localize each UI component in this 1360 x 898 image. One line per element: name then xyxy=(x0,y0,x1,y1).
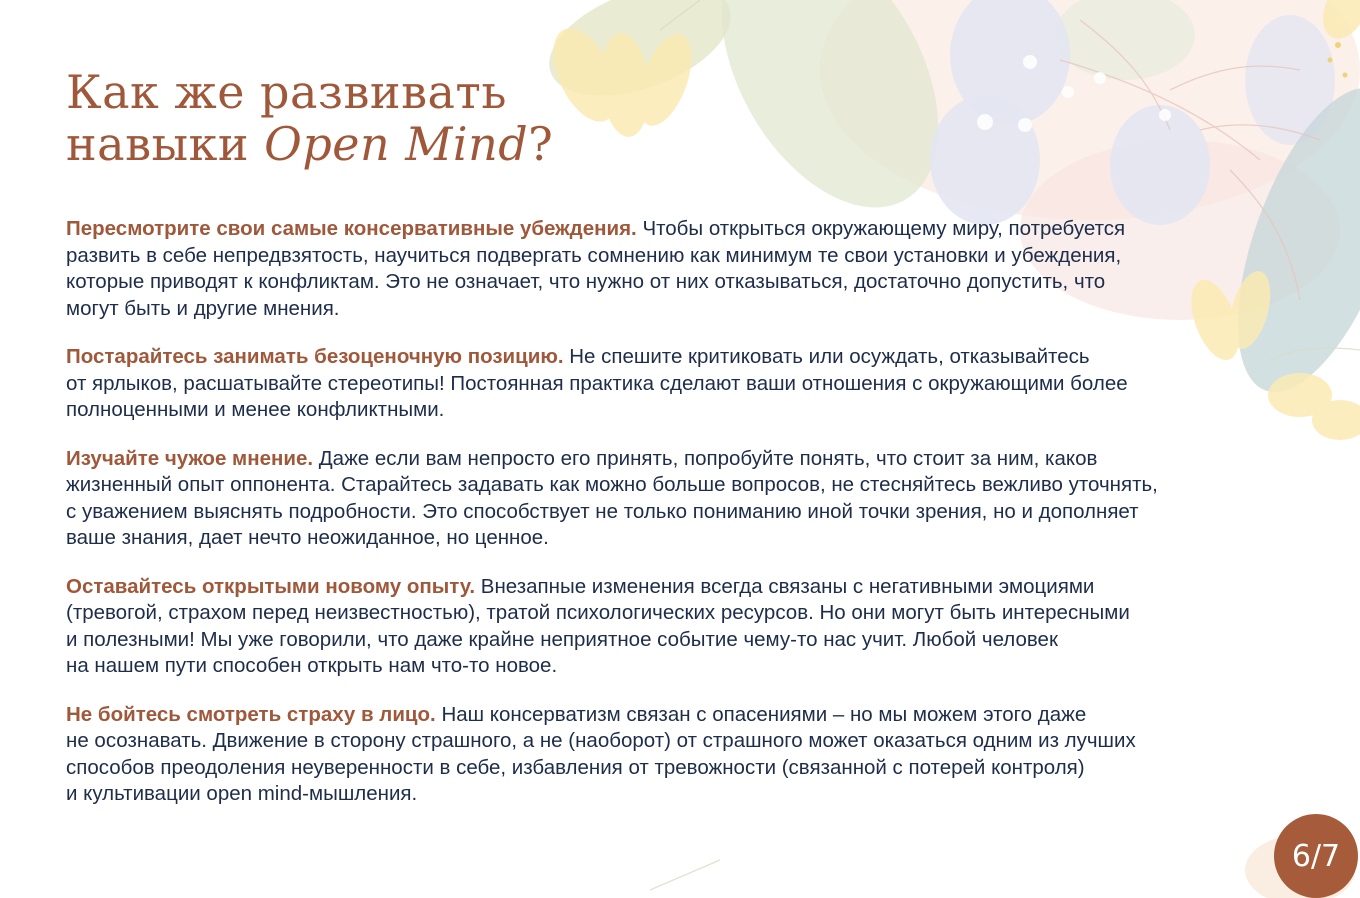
tip-text-line: Наш консерватизм связан с опасениями – но мы можем этого даже xyxy=(435,702,1087,726)
tip-text-line: развить в себе непредвзятость, научиться подвергать сомнению как минимум те свои установки и убеждения, xyxy=(66,243,1122,267)
tip-heading: Постарайтесь занимать безоценочную позицию. xyxy=(66,345,564,368)
tip-text-line: Даже если вам непросто его принять, попробуйте понять, что стоит за ним, каков xyxy=(313,446,1098,470)
tip-heading: Изучайте чужое мнение. xyxy=(66,446,314,470)
page-title xyxy=(66,66,553,170)
tip-heading: Не бойтесь смотреть страху в лицо. xyxy=(66,702,436,726)
tip-text-line: которые приводят к конфликтам. Это не означает, что нужно от них отказываться, достаточно допустить, что xyxy=(66,270,1106,293)
title-line-1: Как же развивать xyxy=(66,65,507,119)
tips-list xyxy=(66,216,1296,830)
tip-paragraph xyxy=(66,702,1296,808)
tip-text-line: и полезными! Мы уже говорили, что даже крайне неприятное событие чему-то нас учит. Любой человек xyxy=(66,627,1058,651)
tip-text-line: на нашем пути способен открыть нам что-то новое. xyxy=(66,654,558,677)
tip-paragraph xyxy=(66,574,1296,680)
page-number: 6/7 xyxy=(1291,838,1341,874)
title-line-2-prefix: навыки xyxy=(66,117,265,171)
tip-text-line: жизненный опыт оппонента. Старайтесь задавать как можно больше вопросов, не стесняйтесь вежливо уточнять, xyxy=(66,473,1158,496)
tip-text-line: полноценными и менее конфликтными. xyxy=(66,398,445,421)
tip-heading: Оставайтесь открытыми новому опыту. xyxy=(66,574,476,598)
tip-text-line: Не спешите критиковать или осуждать, отказывайтесь xyxy=(563,345,1090,368)
page-number-badge xyxy=(1274,814,1358,898)
tip-text-line: не осознавать. Движение в сторону страшного, а не (наоборот) от страшного может оказаться одним из лучших xyxy=(66,729,1136,752)
tip-text-line: и культивации open mind-мышления. xyxy=(66,782,418,805)
tip-paragraph xyxy=(66,446,1296,552)
tip-text-line: Внезапные изменения всегда связаны с негативными эмоциями xyxy=(475,574,1095,598)
tip-text-line: способов преодоления неуверенности в себе, избавления от тревожности (связанной с потерей контроля) xyxy=(66,755,1085,779)
tip-paragraph xyxy=(66,344,1296,424)
tip-text-line: ваше знания, дает нечто неожиданное, но ценное. xyxy=(66,526,549,549)
tip-text-line: могут быть и другие мнения. xyxy=(66,296,340,320)
tip-text-line: от ярлыков, расшатывайте стереотипы! Постоянная практика сделают ваши отношения с окружающими более xyxy=(66,371,1128,395)
title-line-2-suffix: ? xyxy=(528,117,554,171)
title-open-mind: Open Mind xyxy=(264,117,529,171)
tip-text-line: с уважением выяснять подробности. Это способствует не только пониманию иной точки зрения, но и дополняет xyxy=(66,499,1139,523)
tip-text-line: (тревогой, страхом перед неизвестностью), тратой психологических ресурсов. Но они могут быть интересными xyxy=(66,601,1130,624)
tip-heading: Пересмотрите свои самые консервативные убеждения. xyxy=(66,217,637,240)
tip-paragraph xyxy=(66,216,1296,322)
tip-text-line: Чтобы открыться окружающему миру, потребуется xyxy=(636,217,1126,240)
